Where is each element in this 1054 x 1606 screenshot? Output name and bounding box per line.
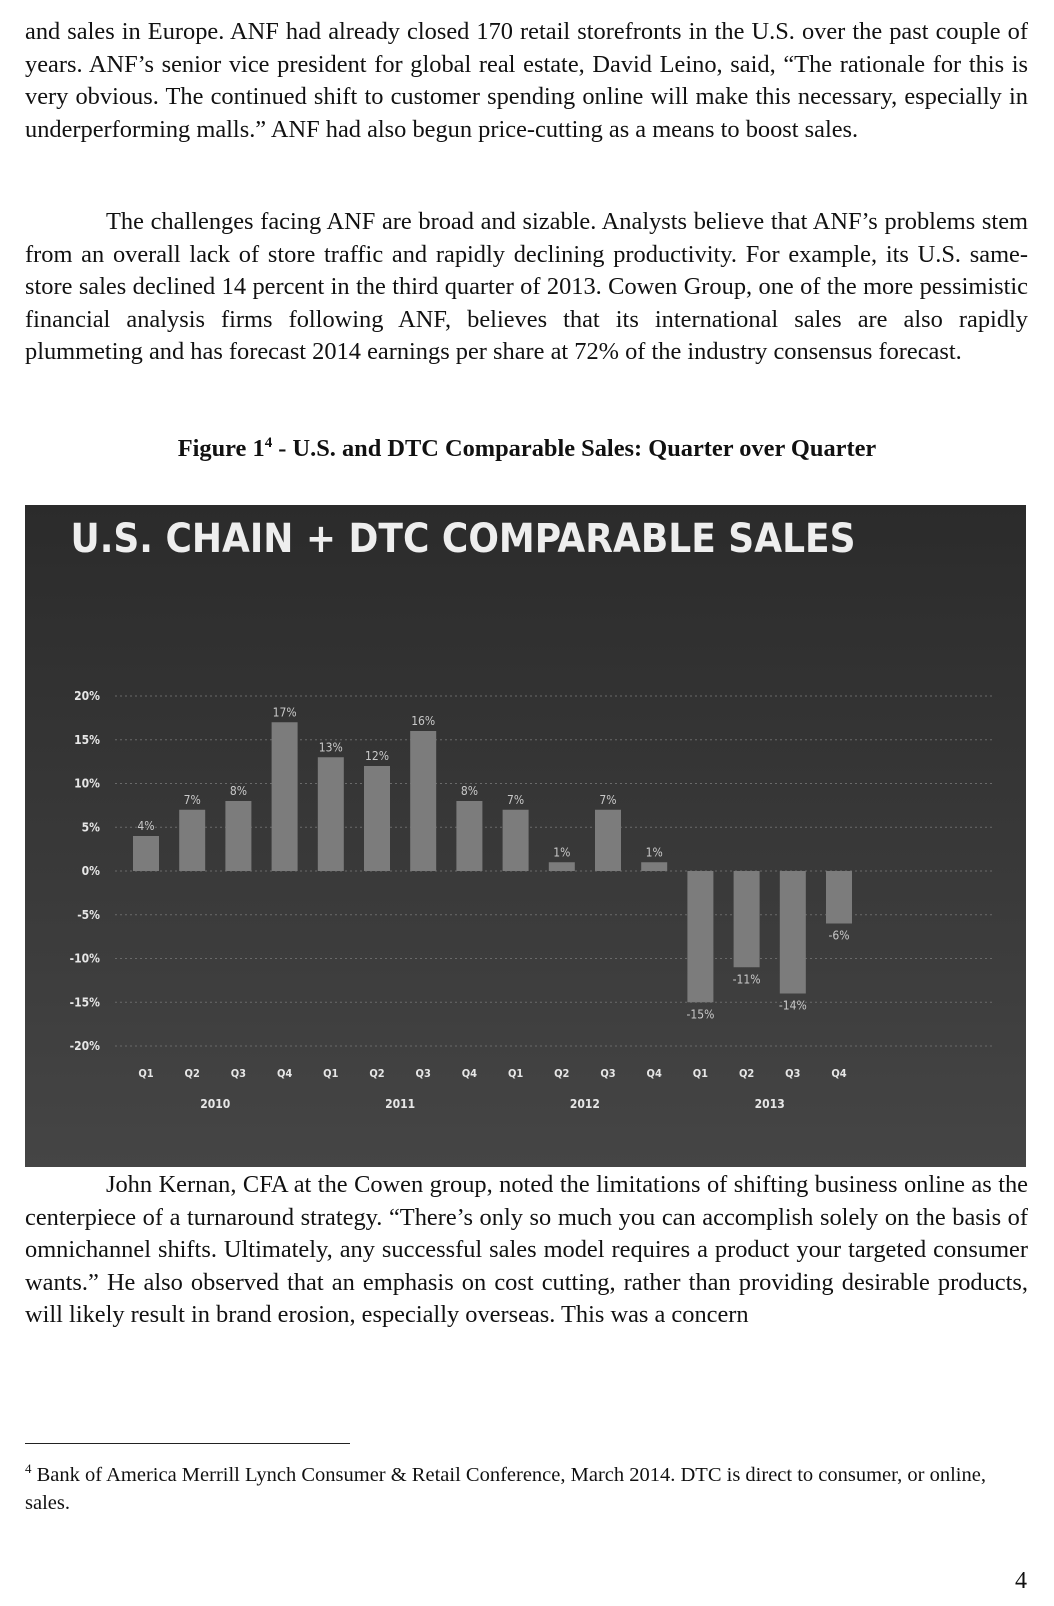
y-tick-label: 0% — [81, 864, 100, 878]
x-tick-label: Q3 — [785, 1067, 801, 1080]
data-label: 16% — [411, 714, 436, 728]
body-paragraph-3: John Kernan, CFA at the Cowen group, noted the limitations of shifting business online as the centerpiece of a turnaround strategy. “There’s only so much you can accomplish solely on the basis of omnichannel shifts. Ultimately, any successful sales model requires a product your targeted consumer wants.” He also observed that an emphasis on cost cutting, rather than providing desirable products, will likely result in brand erosion, especially overseas. This was a concern — [25, 1171, 1028, 1328]
chart-bar — [734, 871, 760, 967]
data-label: 8% — [460, 784, 478, 798]
y-tick-label: 5% — [81, 820, 100, 835]
year-label: 2011 — [385, 1097, 416, 1111]
y-tick-label: 15% — [74, 732, 100, 747]
chart-bar — [826, 871, 852, 924]
year-label: 2013 — [754, 1097, 785, 1111]
footnote-text: Bank of America Merrill Lynch Consumer & Retail Conference, March 2014. DTC is direct to consumer, or online, sales. — [25, 1463, 986, 1514]
chart-bar — [133, 836, 159, 871]
data-label: 12% — [365, 749, 389, 763]
x-tick-label: Q2 — [554, 1067, 570, 1080]
y-tick-label: 10% — [74, 776, 100, 791]
data-label: 17% — [272, 705, 297, 720]
page-number: 4 — [1015, 1568, 1027, 1594]
footnote — [25, 1455, 1028, 1517]
x-tick-label: Q4 — [461, 1067, 478, 1080]
chart-bar — [179, 810, 205, 871]
y-tick-label: -10% — [69, 951, 100, 966]
chart-bar — [780, 871, 806, 994]
chart-bar — [687, 871, 713, 1002]
chart-bar — [318, 757, 344, 871]
data-label: -11% — [732, 972, 761, 987]
data-label: 8% — [229, 784, 247, 798]
chart-bar — [503, 810, 529, 871]
chart-bar — [272, 722, 298, 871]
x-tick-label: Q1 — [138, 1067, 154, 1080]
figure-footnote-marker: 4 — [264, 435, 273, 451]
figure-caption-prefix: Figure 1 — [177, 435, 265, 463]
y-tick-label: -5% — [77, 907, 100, 922]
chart-bar — [641, 862, 667, 871]
y-tick-label: -20% — [69, 1039, 100, 1053]
data-label: 4% — [137, 819, 155, 833]
x-tick-label: Q3 — [230, 1067, 247, 1080]
data-label: 7% — [507, 792, 525, 807]
x-tick-label: Q1 — [692, 1067, 709, 1080]
data-label: 1% — [553, 845, 571, 860]
x-tick-label: Q4 — [646, 1067, 662, 1080]
data-label: -15% — [686, 1007, 715, 1022]
data-label: 1% — [645, 845, 663, 860]
x-tick-label: Q1 — [507, 1067, 524, 1080]
x-tick-label: Q2 — [184, 1067, 200, 1080]
data-label: 7% — [183, 792, 201, 807]
footnote-separator — [25, 1443, 350, 1444]
chart-bar — [225, 801, 251, 871]
x-tick-label: Q4 — [276, 1067, 293, 1080]
chart-title: U.S. CHAIN + DTC COMPARABLE SALES — [70, 516, 856, 562]
x-tick-label: Q1 — [323, 1067, 339, 1080]
chart-svg — [25, 505, 1026, 1167]
sales-chart — [25, 505, 1026, 1167]
chart-bar — [456, 801, 482, 871]
figure-caption-text: - U.S. and DTC Comparable Sales: Quarter over Quarter — [272, 435, 877, 463]
data-label: 7% — [599, 792, 617, 807]
x-tick-label: Q2 — [738, 1067, 755, 1080]
x-tick-label: Q3 — [415, 1067, 431, 1080]
year-label: 2010 — [200, 1097, 231, 1111]
x-tick-label: Q4 — [831, 1067, 847, 1080]
x-tick-label: Q3 — [600, 1067, 616, 1080]
year-label: 2012 — [569, 1097, 600, 1111]
figure-caption — [0, 427, 1054, 465]
x-tick-label: Q2 — [369, 1067, 385, 1080]
chart-bar — [549, 862, 575, 871]
chart-bar — [410, 731, 436, 871]
chart-bar — [595, 810, 621, 871]
data-label: -14% — [778, 998, 807, 1013]
y-tick-label: 20% — [74, 689, 100, 703]
chart-bar — [364, 766, 390, 871]
data-label: 13% — [318, 740, 343, 755]
footnote-marker: 4 — [25, 1461, 32, 1476]
data-label: -6% — [828, 928, 850, 943]
body-paragraph-2: The challenges facing ANF are broad and sizable. Analysts believe that ANF’s problems stem from an overall lack of store traffic and rapidly declining productivity. For example, its U.S. same-store sales declined 14 percent in the third quarter of 2013. Cowen Group, one of the more pessimistic financial analysis firms following ANF, believes that its international sales are also rapidly plummeting and has forecast 2014 earnings per share at 72% of the industry consensus forecast. — [25, 208, 1028, 365]
body-paragraph-1: and sales in Europe. ANF had already closed 170 retail storefronts in the U.S. over the past couple of years. ANF’s senior vice president for global real estate, David Leino, said, “The rationale for this is very obvious. The continued shift to customer spending online will make this necessary, especially in underperforming malls.” ANF had also begun price-cutting as a means to boost sales. — [25, 18, 1028, 143]
y-tick-label: -15% — [69, 995, 100, 1010]
